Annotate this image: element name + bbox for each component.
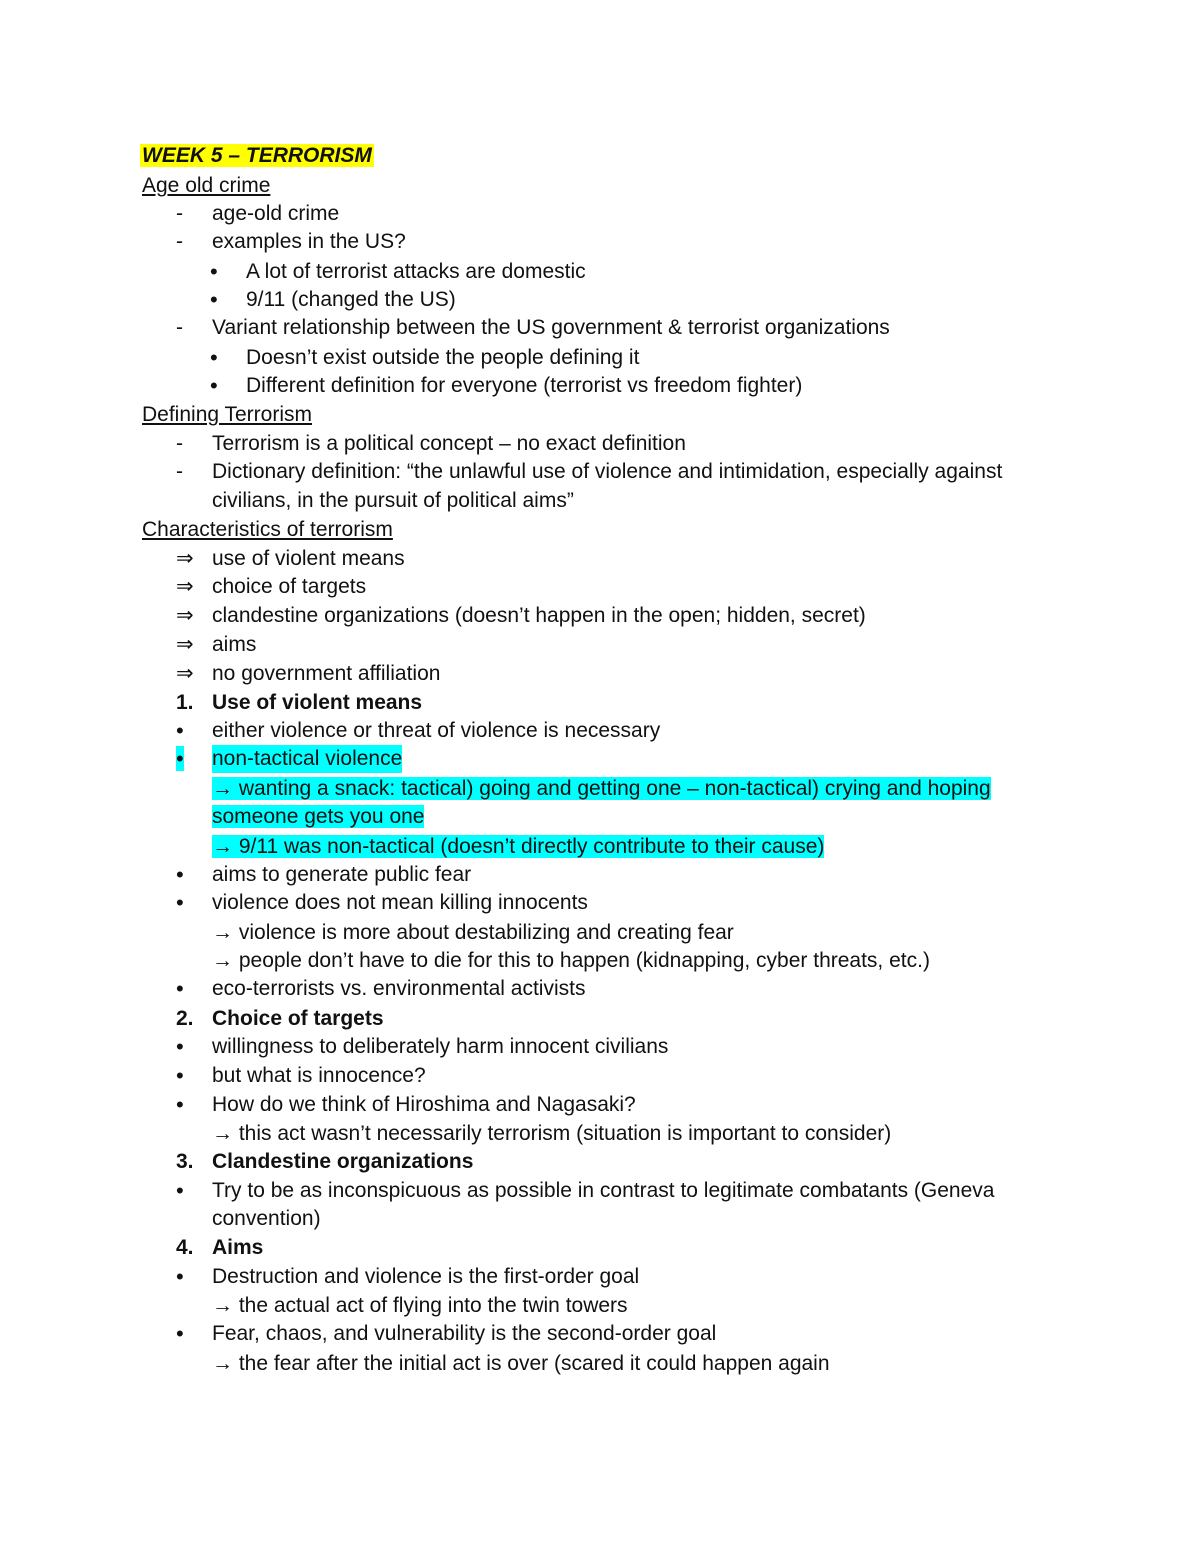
bullet-marker: •	[176, 1321, 184, 1346]
list-item: - Dictionary definition: “the unlawful use of violence and intimidation, especially against	[176, 460, 1003, 483]
list-item: • A lot of terrorist attacks are domestic	[210, 259, 586, 284]
section-heading-characteristics: Characteristics of terrorism	[142, 518, 393, 541]
bullet-marker: •	[210, 345, 218, 370]
arrow-right-icon: →	[212, 1122, 233, 1145]
arrow-item: → the actual act of flying into the twin towers	[212, 1294, 628, 1317]
arrow-right-icon: →	[212, 777, 233, 800]
arrow-item: → wanting a snack: tactical) going and getting one – non-tactical) crying and hoping	[212, 777, 991, 800]
arrow-item: → 9/11 was non-tactical (doesn’t directly contribute to their cause)	[212, 835, 825, 858]
arrow-item: → the fear after the initial act is over (scared it could happen again	[212, 1352, 830, 1375]
list-item: • Doesn’t exist outside the people defining it	[210, 345, 640, 370]
list-item: • eco-terrorists vs. environmental activists	[176, 976, 586, 1001]
list-item: • Fear, chaos, and vulnerability is the second-order goal	[176, 1321, 717, 1346]
list-item: ⇒ aims	[176, 633, 257, 656]
implies-icon: ⇒	[176, 575, 194, 598]
bullet-marker: •	[176, 976, 184, 1001]
bullet-marker: •	[176, 1063, 184, 1088]
list-item-continuation: convention)	[212, 1207, 321, 1230]
numbered-heading: 3. Clandestine organizations	[176, 1150, 474, 1173]
section-heading-defining: Defining Terrorism	[142, 403, 312, 426]
arrow-right-icon: →	[212, 921, 233, 944]
list-item: ⇒ use of violent means	[176, 547, 405, 570]
bullet-marker: •	[210, 373, 218, 398]
list-item: • Try to be as inconspicuous as possible in contrast to legitimate combatants (Geneva	[176, 1178, 995, 1203]
bullet-marker: •	[176, 1092, 184, 1117]
implies-icon: ⇒	[176, 547, 194, 570]
arrow-item-continuation: someone gets you one	[212, 805, 425, 828]
list-item: ⇒ clandestine organizations (doesn’t happen in the open; hidden, secret)	[176, 604, 866, 627]
arrow-right-icon: →	[212, 949, 233, 972]
list-item: • Destruction and violence is the first-order goal	[176, 1264, 640, 1289]
list-item: - Terrorism is a political concept – no exact definition	[176, 432, 686, 455]
section-heading-age-old: Age old crime	[142, 174, 271, 197]
bullet-marker: •	[176, 890, 184, 915]
numbered-heading: 1. Use of violent means	[176, 691, 423, 714]
list-item: ⇒ choice of targets	[176, 575, 367, 598]
arrow-right-icon: →	[212, 835, 233, 858]
bullet-marker: •	[176, 746, 184, 771]
list-item-continuation: civilians, in the pursuit of political aims”	[212, 489, 574, 512]
bullet-marker: •	[176, 1264, 184, 1289]
dash-marker: -	[176, 202, 183, 225]
bullet-marker: •	[210, 259, 218, 284]
implies-icon: ⇒	[176, 604, 194, 627]
bullet-marker: •	[210, 287, 218, 312]
implies-icon: ⇒	[176, 633, 194, 656]
numbered-heading: 4. Aims	[176, 1236, 264, 1259]
list-item: ⇒ no government affiliation	[176, 662, 441, 685]
arrow-right-icon: →	[212, 1352, 233, 1375]
dash-marker: -	[176, 432, 183, 455]
numbered-heading: 2. Choice of targets	[176, 1007, 384, 1030]
list-item: • either violence or threat of violence is necessary	[176, 718, 661, 743]
dash-marker: -	[176, 230, 183, 253]
list-item: • non-tactical violence	[176, 746, 403, 771]
arrow-right-icon: →	[212, 1294, 233, 1317]
arrow-item: → this act wasn’t necessarily terrorism (situation is important to consider)	[212, 1122, 892, 1145]
list-item: • violence does not mean killing innocents	[176, 890, 588, 915]
list-item: • Different definition for everyone (terrorist vs freedom fighter)	[210, 373, 803, 398]
dash-marker: -	[176, 460, 183, 483]
implies-icon: ⇒	[176, 662, 194, 685]
page-title: WEEK 5 – TERRORISM	[142, 144, 372, 167]
dash-marker: -	[176, 316, 183, 339]
list-item: - age-old crime	[176, 202, 340, 225]
list-item: - examples in the US?	[176, 230, 406, 253]
list-item: • willingness to deliberately harm innocent civilians	[176, 1034, 669, 1059]
bullet-marker: •	[176, 1178, 184, 1203]
list-item: - Variant relationship between the US government & terrorist organizations	[176, 316, 890, 339]
arrow-item: → people don’t have to die for this to happen (kidnapping, cyber threats, etc.)	[212, 949, 930, 972]
bullet-marker: •	[176, 1034, 184, 1059]
list-item: • aims to generate public fear	[176, 862, 472, 887]
list-item: • How do we think of Hiroshima and Nagasaki?	[176, 1092, 636, 1117]
list-item: • but what is innocence?	[176, 1063, 426, 1088]
bullet-marker: •	[176, 718, 184, 743]
bullet-marker: •	[176, 862, 184, 887]
list-item: • 9/11 (changed the US)	[210, 287, 456, 312]
arrow-item: → violence is more about destabilizing and creating fear	[212, 921, 734, 944]
